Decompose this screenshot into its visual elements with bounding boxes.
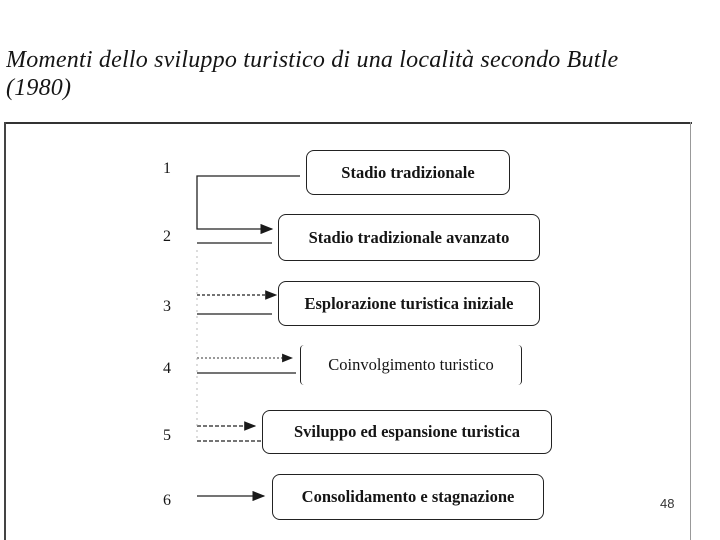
stage-label-5: Sviluppo ed espansione turistica [293, 422, 520, 441]
stage-box-6 [272, 474, 544, 520]
stage-label-1: Stadio tradizionale [341, 162, 475, 182]
title-line-2: (1980) [6, 75, 72, 101]
stage-box-4 [300, 345, 522, 385]
stage-number-2: 2 [163, 228, 171, 245]
stage-number-3: 3 [163, 298, 171, 315]
stage-label-6: Consolidamento e stagnazione [301, 487, 515, 506]
stage-box-1 [306, 150, 510, 195]
stage-box-2 [278, 214, 540, 261]
stage-number-6: 6 [163, 492, 171, 509]
stage-number-1: 1 [163, 160, 171, 177]
slide-page-number: 48 [660, 496, 675, 511]
stage-label-2: Stadio tradizionale avanzato [308, 227, 510, 247]
stage-box-5 [262, 410, 552, 454]
stage-label-3: Esplorazione turistica iniziale [304, 293, 514, 313]
stage-label-4: Coinvolgimento turistico [328, 355, 494, 374]
stage-number-5: 5 [163, 427, 171, 444]
stage-number-4: 4 [163, 360, 171, 377]
title-line-1: Momenti dello sviluppo turistico di una località secondo Butle [6, 47, 619, 73]
stage-box-3 [278, 281, 540, 326]
